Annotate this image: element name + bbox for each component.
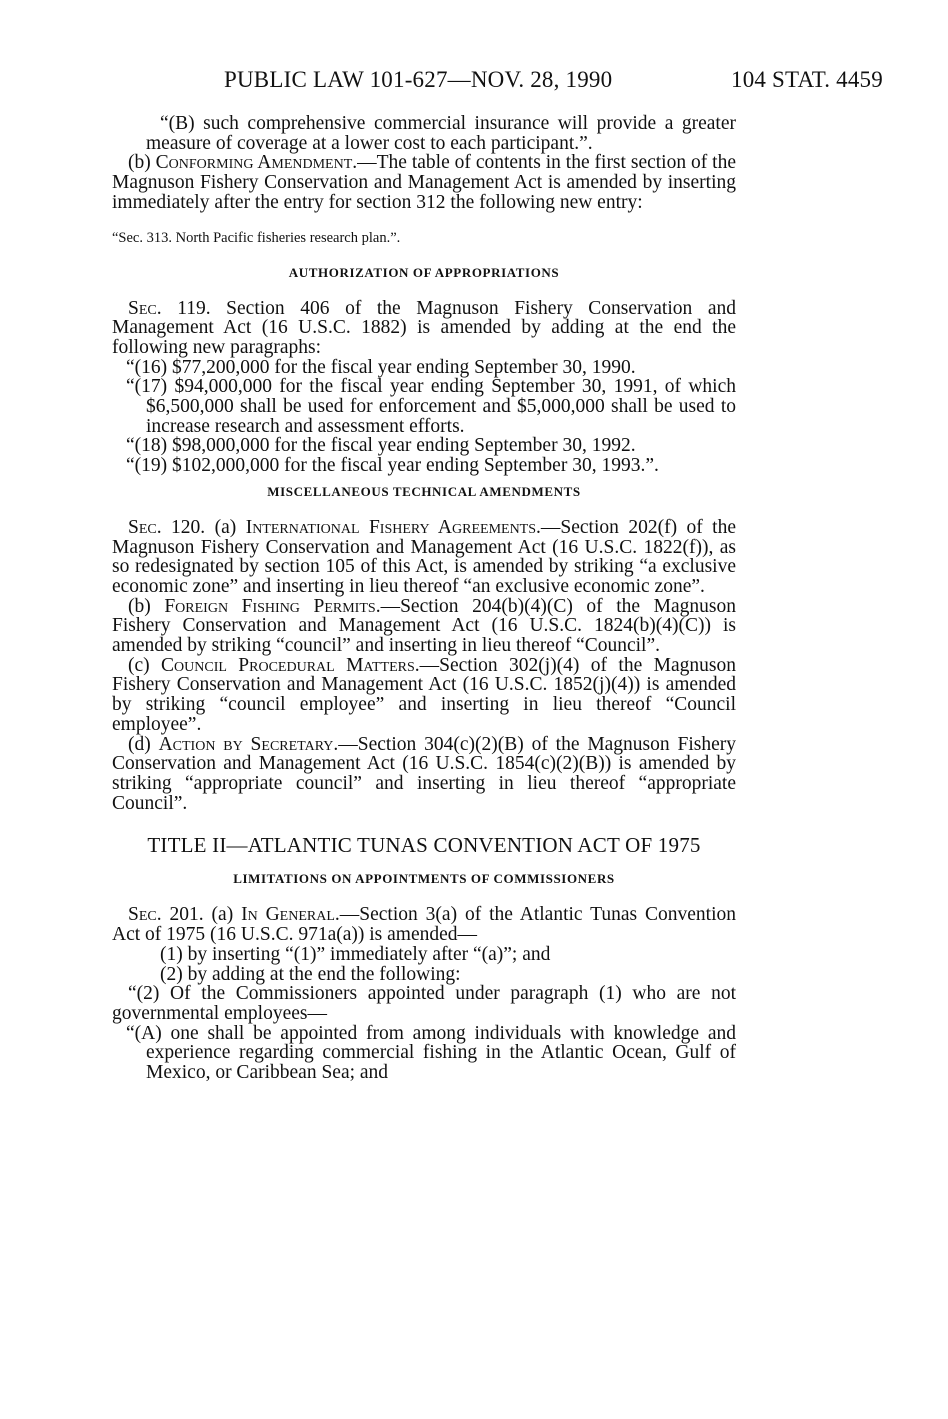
sec-120-a bbox=[112, 518, 736, 597]
subsection-heading: Foreign Fishing Permits bbox=[164, 595, 376, 617]
subsection-label: (d) bbox=[128, 733, 159, 755]
section-heading-technical: MISCELLANEOUS TECHNICAL AMENDMENTS bbox=[267, 483, 581, 499]
subsection-heading: In General bbox=[241, 904, 335, 926]
sec-120-b bbox=[112, 597, 736, 656]
section-label: Sec bbox=[128, 297, 157, 319]
sec-201-paragraph-A: “(A) one shall be appointed from among individuals with knowledge and experience regarding commercial fishing in the Atlantic Ocean, Gulf of Mexico, or Caribbean Sea; and bbox=[126, 1022, 736, 1084]
subsection-label: (b) bbox=[128, 152, 156, 174]
section-heading-limitations: LIMITATIONS ON APPOINTMENTS OF COMMISSIONERS bbox=[233, 871, 615, 887]
sec-120-c bbox=[112, 656, 736, 735]
page-body bbox=[112, 114, 736, 1083]
subsection-heading: Action by Secretary bbox=[158, 733, 334, 755]
title-ii-heading: TITLE II—ATLANTIC TUNAS CONVENTION ACT OF 1975 bbox=[147, 833, 701, 858]
toc-entry: “Sec. 313. North Pacific fisheries research plan.”. bbox=[112, 229, 401, 246]
sec-201-paragraph-2: “(2) Of the Commissioners appointed under paragraph (1) who are not governmental employees— bbox=[112, 983, 736, 1024]
subsection-heading: Council Procedural Matters bbox=[161, 654, 415, 676]
section-heading-authorization: AUTHORIZATION OF APPROPRIATIONS bbox=[288, 264, 560, 280]
subsection-heading: International Fishery Agreements bbox=[245, 516, 537, 538]
subsection-text: .—Section 202(f) of the Magnuson Fishery Conservation and Management Act (16 U.S.C. 1822(f)), as so redesignated by section 105 of this Act, is amended by striking “a exclusive economic zone” and inserting in lieu thereof “an exclusive economic zone”. bbox=[112, 516, 736, 597]
running-header-stat: 104 STAT. 4459 bbox=[731, 67, 883, 92]
subsection-heading: Conforming Amendment bbox=[155, 152, 353, 174]
subsection-label: (b) bbox=[128, 595, 165, 617]
subsection-text: .—Section 304(c)(2)(B) of the Magnuson Fishery Conservation and Management Act (16 U.S.C. 1854(c)(2)(B)) is amended by striking “appropriate council” and inserting in lieu thereof “appropriate Council”. bbox=[112, 733, 736, 814]
sec-119-intro bbox=[112, 299, 736, 358]
conforming-amendment-paragraph bbox=[112, 153, 736, 212]
sec-119-paragraph-18: “(18) $98,000,000 for the fiscal year ending September 30, 1992. bbox=[126, 435, 636, 457]
sec-201-item-1: (1) by inserting “(1)” immediately after “(a)”; and bbox=[160, 943, 551, 965]
subsection-text: .—Section 3(a) of the Atlantic Tunas Convention Act of 1975 (16 U.S.C. 971a(a)) is amended— bbox=[112, 904, 736, 946]
sec-120-d bbox=[112, 735, 736, 814]
running-header-law: PUBLIC LAW 101-627—NOV. 28, 1990 bbox=[224, 67, 613, 92]
section-label: Sec bbox=[128, 516, 157, 538]
section-text: . 119. Section 406 of the Magnuson Fishery Conservation and Management Act (16 U.S.C. 1882) is amended by adding at the end the following new paragraphs: bbox=[112, 297, 736, 358]
section-prefix: . 120. (a) bbox=[156, 516, 246, 538]
sec-119-paragraph-19: “(19) $102,000,000 for the fiscal year ending September 30, 1993.”. bbox=[126, 455, 659, 477]
paragraph-b-insurance: “(B) such comprehensive commercial insurance will provide a greater measure of coverage at a lower cost to each participant.”. bbox=[146, 113, 736, 154]
sec-201-item-2: (2) by adding at the end the following: bbox=[160, 963, 461, 985]
sec-119-paragraph-16: “(16) $77,200,000 for the fiscal year ending September 30, 1990. bbox=[126, 356, 636, 378]
sec-119-paragraph-17: “(17) $94,000,000 for the fiscal year ending September 30, 1991, of which $6,500,000 shall be used for enforcement and $5,000,000 shall be used to increase research and assessment efforts. bbox=[126, 376, 736, 437]
section-label: Sec bbox=[128, 904, 157, 926]
subsection-text: .—The table of contents in the first section of the Magnuson Fishery Conservation and Management Act is amended by inserting immediately after the entry for section 312 the following new entry: bbox=[112, 152, 736, 213]
sec-201-a bbox=[112, 905, 736, 944]
subsection-text: .—Section 204(b)(4)(C) of the Magnuson Fishery Conservation and Management Act (16 U.S.C. 1824(b)(4)(C)) is amended by striking “council” and inserting in lieu thereof “Council”. bbox=[112, 595, 736, 657]
subsection-text: .—Section 302(j)(4) of the Magnuson Fishery Conservation and Management Act (16 U.S.C. 1852(j)(4)) is amended by striking “council employee” and inserting in lieu thereof “Council employee”. bbox=[112, 654, 736, 735]
subsection-label: (c) bbox=[128, 654, 162, 676]
section-prefix: . 201. (a) bbox=[156, 904, 242, 926]
